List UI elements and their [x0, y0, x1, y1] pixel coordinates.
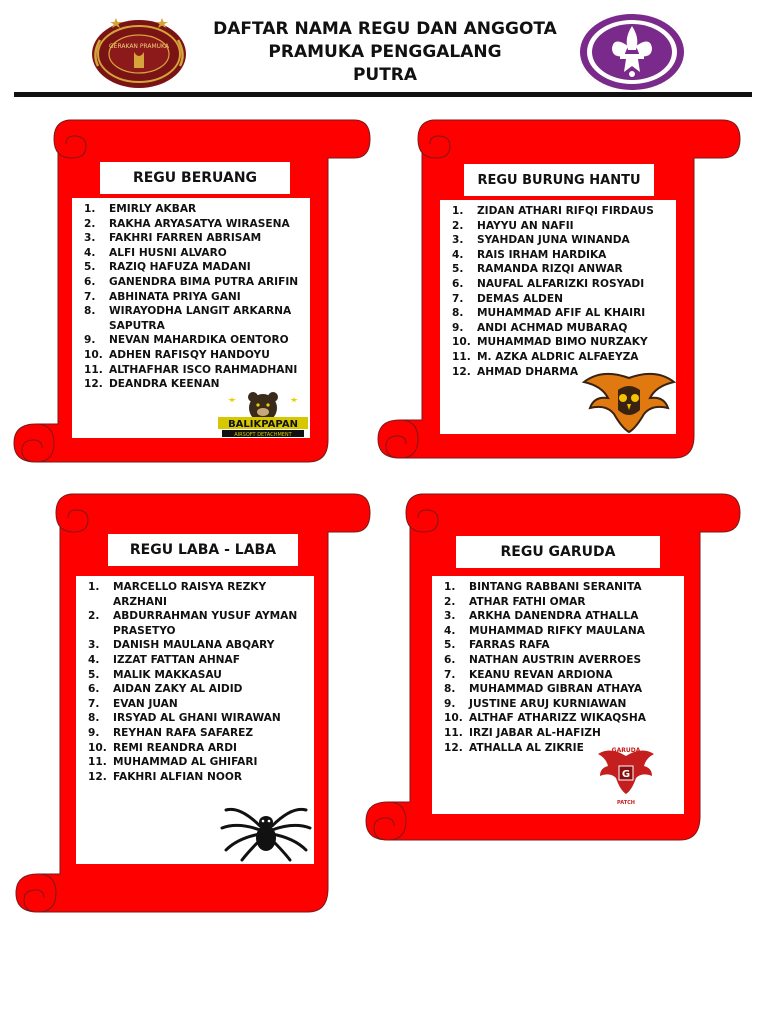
member-name: REYHAN RAFA SAFAREZ [113, 726, 254, 739]
garuda-icon [596, 742, 656, 806]
member-name: WIRAYODHA LANGIT ARKARNA SAPUTRA [109, 305, 292, 332]
member-number: 11. [88, 756, 107, 769]
member-list [88, 580, 314, 784]
member-name: NATHAN AUSTRIN AVERROES [469, 653, 642, 666]
member-name: DEANDRA KEENAN [109, 378, 220, 391]
member-number: 9. [88, 726, 100, 739]
member-number: 12. [84, 378, 103, 391]
member-item [444, 697, 684, 712]
member-number: 6. [84, 275, 96, 288]
member-name: ALTHAF ATHARIZZ WIKAQSHA [469, 712, 646, 725]
member-item [444, 624, 684, 639]
member-name: DANISH MAULANA ABQARY [113, 639, 275, 652]
member-number: 2. [452, 219, 464, 232]
member-item [88, 682, 314, 697]
member-name: MALIK MAKKASAU [113, 668, 222, 681]
member-number: 5. [88, 668, 100, 681]
member-name: IRZI JABAR AL-HAFIZH [469, 726, 601, 739]
member-list [452, 204, 676, 379]
member-number: 1. [84, 203, 96, 215]
bear-emblem-text: BALIKPAPAN [228, 419, 298, 430]
member-item [88, 609, 314, 638]
member-name: MUHAMMAD BIMO NURZAKY [477, 336, 648, 349]
member-name: MUHAMMAD AFIF AL KHAIRI [477, 307, 646, 320]
member-number: 2. [84, 217, 96, 230]
member-item [84, 202, 310, 217]
member-item [84, 260, 310, 275]
member-number: 6. [444, 653, 456, 666]
member-number: 4. [452, 248, 464, 261]
member-name: ABDURRAHMAN YUSUF AYMAN PRASETYO [113, 610, 298, 637]
title-line-2: PRAMUKA PENGGALANG [268, 42, 502, 62]
member-item [452, 350, 676, 365]
member-item [84, 217, 310, 232]
page-title [190, 18, 580, 87]
member-number: 1. [88, 581, 100, 593]
member-list [84, 202, 310, 392]
scroll-regu-burung-hantu [376, 118, 742, 462]
member-name: ATHALLA AL ZIKRIE [469, 741, 584, 754]
member-name: GANENDRA BIMA PUTRA ARIFIN [109, 275, 299, 288]
member-number: 4. [444, 624, 456, 637]
member-number: 6. [452, 277, 464, 290]
member-item [444, 580, 684, 595]
regu-title: REGU LABA - LABA [108, 534, 298, 566]
member-item [452, 204, 676, 219]
svg-text:G: G [621, 769, 631, 780]
left-logo-text: GERAKAN PRAMUKA [109, 43, 169, 50]
member-name: SYAHDAN JUNA WINANDA [477, 234, 630, 247]
member-item [84, 231, 310, 246]
member-number: 8. [444, 683, 456, 696]
member-number: 12. [444, 741, 463, 754]
member-name: BINTANG RABBANI SERANITA [469, 581, 642, 593]
member-item [452, 306, 676, 321]
member-name: ARKHA DANENDRA ATHALLA [469, 610, 639, 623]
member-name: RAMANDA RIZQI ANWAR [477, 263, 623, 276]
member-number: 3. [452, 234, 464, 247]
member-number: 5. [444, 639, 456, 652]
scroll-regu-garuda [362, 492, 744, 844]
member-item [84, 246, 310, 261]
member-name: KEANU REVAN ARDIONA [469, 668, 613, 681]
member-name: MUHAMMAD AL GHIFARI [113, 756, 258, 769]
member-number: 8. [452, 307, 464, 320]
member-item [88, 668, 314, 683]
member-number: 4. [84, 246, 96, 259]
member-name: EMIRLY AKBAR [109, 203, 197, 215]
gerakan-pramuka-logo [86, 14, 192, 90]
member-name: IRSYAD AL GHANI WIRAWAN [113, 712, 281, 725]
member-item [88, 770, 314, 785]
member-number: 5. [452, 263, 464, 276]
member-number: 9. [84, 334, 96, 347]
member-number: 10. [88, 741, 107, 754]
member-name: FARRAS RAFA [469, 639, 550, 652]
member-number: 1. [444, 581, 456, 593]
member-number: 9. [452, 321, 464, 334]
member-item [84, 290, 310, 305]
member-number: 10. [84, 348, 103, 361]
member-item [444, 682, 684, 697]
member-name: ADHEN RAFISQY HANDOYU [109, 348, 270, 361]
member-name: ALTHAFHAR ISCO RAHMADHANI [109, 363, 298, 376]
garuda-emblem-text: GARUDA [611, 747, 641, 754]
member-name: JUSTINE ARUJ KURNIAWAN [469, 697, 627, 710]
member-number: 3. [88, 639, 100, 652]
member-number: 10. [444, 712, 463, 725]
bear-icon [216, 392, 310, 438]
member-number: 2. [88, 610, 100, 623]
member-name: ABHINATA PRIYA GANI [109, 290, 241, 303]
member-number: 3. [84, 232, 96, 245]
member-number: 2. [444, 595, 456, 608]
member-item [452, 233, 676, 248]
member-number: 7. [452, 292, 464, 305]
member-item [444, 726, 684, 741]
member-item [88, 580, 314, 609]
member-item [88, 711, 314, 726]
member-item [88, 741, 314, 756]
header-divider [14, 92, 752, 97]
member-number: 11. [452, 350, 471, 363]
member-name: MUHAMMAD GIBRAN ATHAYA [469, 683, 643, 696]
member-item [88, 755, 314, 770]
member-item [84, 333, 310, 348]
member-name: DEMAS ALDEN [477, 292, 563, 305]
member-item [84, 275, 310, 290]
title-line-3: PUTRA [352, 65, 418, 85]
member-number: 12. [452, 365, 471, 378]
scroll-regu-laba-laba [12, 492, 374, 916]
bear-emblem-subtext: AIRSOFT DETACHMENT [234, 432, 292, 438]
member-item [444, 609, 684, 624]
member-number: 4. [88, 653, 100, 666]
member-item [444, 595, 684, 610]
member-name: AIDAN ZAKY AL AIDID [113, 683, 243, 696]
member-name: ZIDAN ATHARI RIFQI FIRDAUS [477, 205, 654, 217]
member-number: 1. [452, 205, 464, 217]
member-item [452, 277, 676, 292]
member-name: REMI REANDRA ARDI [113, 741, 237, 754]
scout-tunas-kelapa-icon [578, 12, 686, 92]
member-number: 11. [444, 726, 463, 739]
member-number: 5. [84, 261, 96, 274]
garuda-emblem-subtext: PATCH [617, 800, 635, 806]
member-name: IZZAT FATTAN AHNAF [113, 653, 240, 666]
member-item [84, 348, 310, 363]
member-name: EVAN JUAN [113, 697, 178, 710]
scroll-regu-beruang [10, 118, 372, 466]
member-number: 10. [452, 336, 471, 349]
member-item [452, 292, 676, 307]
member-number: 3. [444, 610, 456, 623]
member-list [444, 580, 684, 755]
member-number: 7. [84, 290, 96, 303]
member-number: 8. [84, 305, 96, 318]
member-item [452, 219, 676, 234]
member-number: 12. [88, 770, 107, 783]
member-name: MUHAMMAD RIFKY MAULANA [469, 624, 645, 637]
member-name: FAKHRI ALFIAN NOOR [113, 770, 242, 783]
member-item [444, 638, 684, 653]
member-number: 11. [84, 363, 103, 376]
member-number: 9. [444, 697, 456, 710]
regu-title: REGU BERUANG [100, 162, 290, 194]
member-item [88, 638, 314, 653]
member-item [452, 321, 676, 336]
member-item [84, 363, 310, 378]
member-name: ALFI HUSNI ALVARO [109, 246, 227, 259]
member-name: AHMAD DHARMA [477, 365, 579, 378]
spider-icon [220, 796, 312, 862]
member-item [444, 653, 684, 668]
member-item [452, 335, 676, 350]
member-name: NEVAN MAHARDIKA OENTORO [109, 334, 289, 347]
member-number: 7. [88, 697, 100, 710]
member-item [444, 668, 684, 683]
regu-title: REGU BURUNG HANTU [464, 164, 654, 196]
member-item [84, 377, 310, 392]
member-name: RAIS IRHAM HARDIKA [477, 248, 607, 261]
member-name: RAZIQ HAFUZA MADANI [109, 261, 251, 274]
member-item [452, 262, 676, 277]
member-name: RAKHA ARYASATYA WIRASENA [109, 217, 290, 230]
member-name: ATHAR FATHI OMAR [469, 595, 586, 608]
title-line-1: DAFTAR NAMA REGU DAN ANGGOTA [213, 19, 557, 39]
member-name: M. AZKA ALDRIC ALFAEYZA [477, 350, 639, 363]
member-number: 8. [88, 712, 100, 725]
member-item [88, 697, 314, 712]
member-item [444, 711, 684, 726]
member-item [88, 726, 314, 741]
owl-icon [582, 368, 676, 434]
member-item [452, 248, 676, 263]
member-name: FAKHRI FARREN ABRISAM [109, 232, 262, 245]
member-name: MARCELLO RAISYA REZKY ARZHANI [113, 581, 267, 608]
member-number: 7. [444, 668, 456, 681]
member-item [88, 653, 314, 668]
member-name: HAYYU AN NAFII [477, 219, 574, 232]
regu-title: REGU GARUDA [456, 536, 660, 568]
member-number: 6. [88, 683, 100, 696]
member-name: ANDI ACHMAD MUBARAQ [477, 321, 628, 334]
member-name: NAUFAL ALFARIZKI ROSYADI [477, 277, 645, 290]
member-item [84, 304, 310, 333]
